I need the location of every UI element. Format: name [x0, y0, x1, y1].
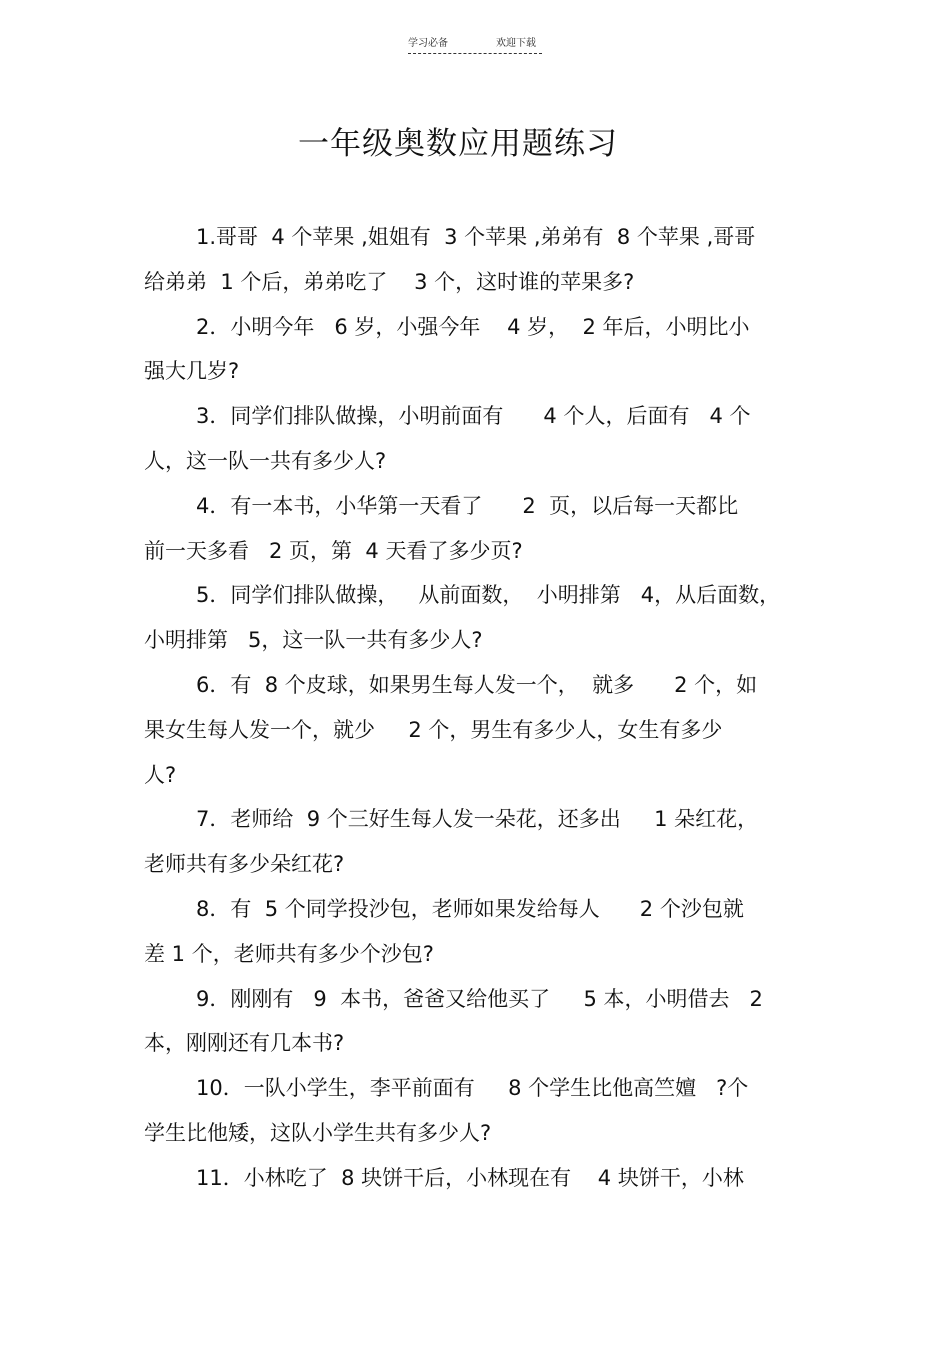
text-line: 1.哥哥 4 个苹果 ,姐姐有 3 个苹果 ,弟弟有 8 个苹果 ,哥哥: [196, 225, 756, 249]
header-left-text: 学习必备: [408, 38, 448, 49]
text-line: 人?: [144, 762, 177, 787]
text-line: 差 1 个，老师共有多少个沙包?: [144, 941, 434, 966]
text-line: 小明排第 5，这一队一共有多少人?: [144, 628, 483, 653]
text-line: 5．同学们排队做操， 从前面数， 小明排第 4，从后面数，: [196, 583, 781, 608]
text-line: 2．小明今年 6 岁，小强今年 4 岁， 2 年后，小明比小: [196, 314, 750, 339]
text-line: 6．有 8 个皮球，如果男生每人发一个， 就多 2 个，如: [196, 672, 758, 697]
text-line: 11．小林吃了 8 块饼干后，小林现在有 4 块饼干，小林: [196, 1165, 744, 1190]
header-right-text: 欢迎下载: [496, 38, 536, 49]
header-divider: [408, 53, 542, 54]
text-line: 8．有 5 个同学投沙包，老师如果发给每人 2 个沙包就: [196, 896, 744, 921]
text-line: 老师共有多少朵红花?: [144, 852, 345, 877]
page-title: 一年级奥数应用题练习: [298, 126, 618, 162]
text-line: 9．刚刚有 9 本书，爸爸又给他买了 5 本，小明借去 2: [196, 986, 763, 1011]
text-line: 7．老师给 9 个三好生每人发一朵花，还多出 1 朵红花，: [196, 807, 759, 832]
text-line: 给弟弟 1 个后，弟弟吃了 3 个，这时谁的苹果多?: [144, 269, 635, 294]
problem-text: [144, 215, 808, 1201]
text-line: 强大几岁?: [144, 359, 240, 384]
text-line: 果女生每人发一个，就少 2 个，男生有多少人，女生有多少: [144, 717, 723, 742]
text-line: 4．有一本书，小华第一天看了 2 页，以后每一天都比: [196, 493, 739, 518]
text-line: 本，刚刚还有几本书?: [144, 1031, 345, 1056]
text-line: 人，这一队一共有多少人?: [144, 448, 387, 473]
text-line: 3．同学们排队做操，小明前面有 4 个人，后面有 4 个: [196, 404, 751, 429]
text-line: 学生比他矮，这队小学生共有多少人?: [144, 1120, 492, 1145]
text-line: 前一天多看 2 页，第 4 天看了多少页?: [144, 538, 523, 563]
text-line: 10．一队小学生，李平前面有 8 个学生比他高竺嬗 ?个: [196, 1076, 749, 1101]
